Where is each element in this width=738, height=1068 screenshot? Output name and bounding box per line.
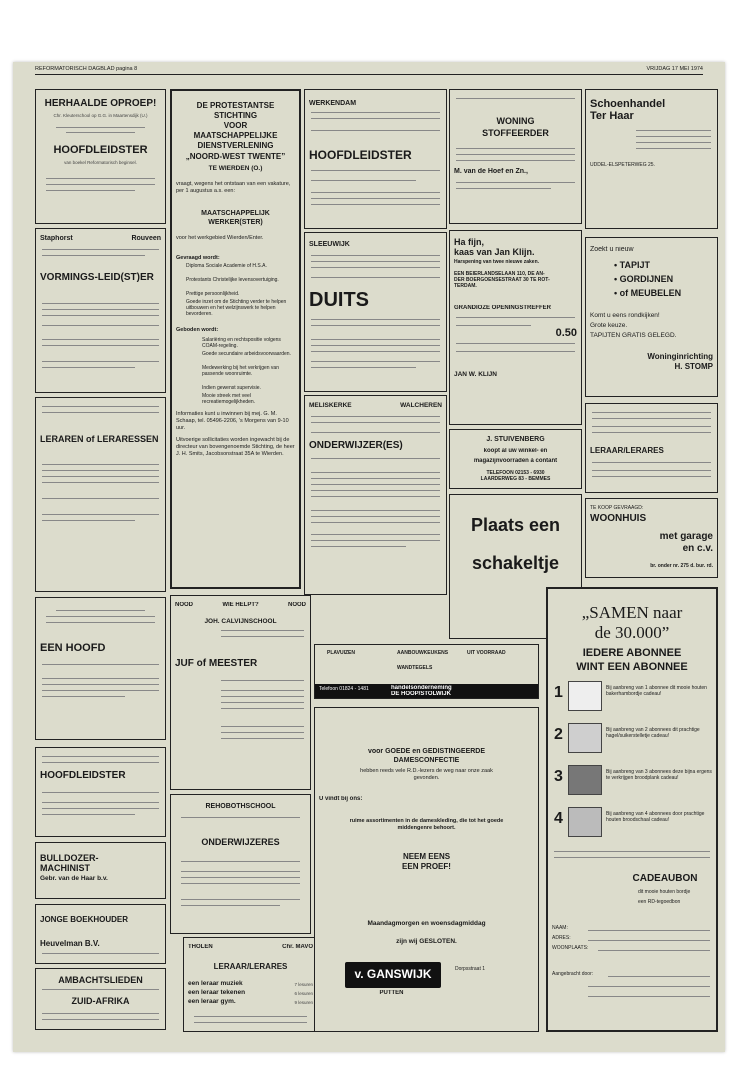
ad-line: de 30.000” — [594, 623, 670, 642]
ad-requirement: Prettige persoonlijkheid. — [186, 291, 240, 297]
ad-offer: Indien gewenst supervisie. — [202, 385, 261, 391]
ad-line: TAPIJTEN GRATIS GELEGD. — [590, 332, 677, 339]
ad-line: JONGE BOEKHOUDER — [40, 915, 129, 924]
ad-name: handelsonderneming — [391, 685, 452, 691]
coupon-field[interactable] — [588, 940, 710, 941]
ganswijk-logo — [345, 962, 441, 988]
ad-name: M. van de Hoef en Zn., — [454, 168, 528, 175]
ad-offer: GRANDIOZE OPENINGSTREFFER — [454, 305, 552, 311]
ad-line: magazijnvoorraden à contant — [473, 458, 558, 464]
ad-offer: Salariëring en rechtspositie volgens COAM-regeling. — [202, 337, 281, 349]
ad-role: JUF of MEESTER — [175, 658, 258, 669]
ad-subtitle: Chr. Kleuterschool op G.G. in Maartensdijk (U.) — [53, 113, 148, 118]
ad-step: Bij aanbreng van 3 abonnees deze bijna ergens te verkrijgen broodplank cadeau! — [606, 769, 712, 781]
ad-line: met garage — [659, 531, 713, 542]
ad-line: koopt al uw winkel- en — [483, 448, 548, 454]
ad-line: DE PROTESTANTSE — [196, 101, 275, 110]
ad-teacher: een leraar tekenen — [188, 989, 246, 996]
ad-line: Zoekt u nieuw — [590, 246, 634, 253]
ad-line: U vindt bij ons: — [319, 796, 363, 802]
ad-line: ZUID-AFRIKA — [71, 996, 130, 1006]
ad-samen-naar-30000 — [546, 587, 718, 1032]
ad-role: HOOFDLEIDSTER — [40, 770, 126, 781]
ad-right: Chr. MAVO — [282, 944, 313, 950]
ad-left: Staphorst — [40, 235, 73, 242]
ad-logo-text: v. GANSWIJK — [354, 967, 432, 981]
ad-note: van boekel Reformatorisch beginsel. — [64, 160, 137, 165]
ad-address: UDDEL-ELSPETERWEG 25. — [590, 162, 655, 168]
ad-line: TELEFOON 02153 - 6930 — [486, 470, 545, 476]
ad-line: H. STOMP — [674, 362, 713, 371]
ad-stichting — [170, 89, 301, 589]
ad-requirement: Protestants Christelijke levensovertuiging. — [186, 277, 279, 283]
ad-step: Bij aanbreng van 2 abonnees dit prachtige hagel/suikerstelletje cadeau! — [606, 727, 700, 739]
ad-offered-heading: Geboden wordt: — [176, 327, 219, 333]
ad-product: PLAVUIZEN — [327, 650, 355, 656]
ad-right: WALCHEREN — [400, 402, 442, 409]
ad-signature: JAN W. KLIJN — [454, 371, 497, 378]
ad-role: MAATSCHAPPELIJK WERKER(STER) — [201, 210, 270, 226]
ad-hoofdleidster — [35, 747, 166, 837]
coupon-field[interactable] — [608, 976, 710, 977]
ad-line: WONING — [496, 116, 535, 126]
ad-line: TERDAM. — [454, 283, 477, 289]
ad-line: DIENSTVERLENING — [197, 141, 274, 150]
ad-jonge-boekhouder — [35, 904, 166, 964]
ad-left: THOLEN — [188, 944, 213, 950]
ad-line: TE KOOP GEVRAAGD: — [590, 505, 644, 511]
coupon-option: een RD-tegoedbon — [638, 899, 681, 905]
ad-title: HERHAALDE OPROEP! — [44, 98, 157, 109]
ad-big: DUITS — [309, 289, 369, 311]
ad-rehoboth — [170, 794, 311, 934]
ad-role: LERAAR/LERARES — [590, 446, 664, 455]
ad-title: WERKENDAM — [309, 100, 357, 107]
ad-schoenhandel — [585, 89, 718, 229]
ad-line: EEN BEIERLANDSELAAN 110, DE AN- — [454, 271, 545, 277]
ad-stuivenberg — [449, 429, 582, 489]
ad-meliskerke — [304, 395, 447, 595]
page-header-left: REFORMATORISCH DAGBLAD pagina 8 — [35, 66, 138, 72]
ad-offer: Goede secundaire arbeidsvoorwaarden. — [202, 351, 291, 357]
ad-line: zijn wij GESLOTEN. — [396, 938, 457, 945]
ad-ambachtslieden — [35, 968, 166, 1030]
coupon-field-label: ADRES: — [552, 935, 571, 941]
ad-role: EEN HOOFD — [40, 642, 106, 654]
ad-product: UIT VOORRAAD — [467, 650, 506, 656]
page-header-right: VRIJDAG 17 MEI 1974 — [646, 66, 703, 72]
ad-line: Maandagmorgen en woensdagmiddag — [367, 920, 486, 927]
ad-line: Komt u eens rondkijken! — [590, 312, 660, 319]
ad-line: Plaats een — [470, 515, 561, 535]
ad-item: • of MEUBELEN — [614, 288, 682, 298]
ad-line: „SAMEN naar — [581, 603, 683, 622]
ad-nood — [170, 595, 311, 790]
ad-item: • GORDIJNEN — [614, 274, 674, 284]
ad-ganswijk — [314, 707, 539, 1032]
ad-werkendam — [304, 89, 447, 229]
ad-line: hebben reeds vele R.D.-lezers de weg naar onze zaak gevonden. — [360, 768, 493, 781]
ad-line: Harspening van twee nieuwe zaken. — [454, 259, 540, 265]
ad-line: TE WIERDEN (O.) — [208, 165, 263, 172]
bullet-icon: • — [614, 288, 620, 298]
ad-teacher: een leraar gym. — [188, 998, 236, 1005]
ad-info: Informaties kunt u inwinnen bij mej. G. M. Schaap, tel. 05496-2206, 's Morgens van 9-10 uur. — [176, 411, 289, 431]
ad-offer: Medewerking bij het verkrijgen van passende woonruimte. — [202, 365, 279, 377]
ad-role: VORMINGS-LEID(ST)ER — [40, 272, 154, 283]
ad-role: LERAAR/LERARES — [213, 962, 288, 971]
ad-zoekt — [585, 237, 718, 397]
ad-sleeuwijk — [304, 232, 447, 392]
ad-required-heading: Gevraagd wordt: — [176, 255, 220, 261]
step-number: 1 — [554, 684, 563, 701]
ad-line: br. onder nr. 275 d. bur. rd. — [650, 563, 713, 569]
coupon-field-label: NAAM: — [552, 925, 568, 931]
ad-title: REHOBOTHSCHOOL — [205, 803, 276, 810]
ad-line: „NOORD-WEST TWENTE” — [185, 152, 286, 161]
ad-school: JOH. CALVIJNSCHOOL — [204, 618, 277, 625]
ad-line: MAATSCHAPPELIJKE — [193, 131, 278, 140]
ad-name2: DE HOOP/STOLWIJK — [391, 691, 451, 697]
ad-line: Ha fijn, — [454, 237, 485, 247]
ad-title: SLEEUWIJK — [309, 241, 350, 248]
ad-left: MELISKERKE — [309, 402, 352, 409]
coupon-field[interactable] — [588, 930, 710, 931]
ad-price: 0.50 — [555, 327, 577, 339]
ad-role: HOOFDLEIDSTER — [309, 148, 412, 162]
ad-right: Rouveen — [131, 235, 161, 242]
ad-line: STICHTING — [213, 111, 258, 120]
header-rule — [35, 74, 703, 75]
breadboard-icon — [568, 765, 602, 795]
ad-intro: vraagt, wegens het ontstaan van een vakature, per 1 augustus a.s. een: — [176, 181, 291, 194]
coupon-field-label: WOONPLAATS: — [552, 945, 589, 951]
ad-line: J. STUIVENBERG — [486, 436, 545, 443]
ad-banner — [315, 684, 538, 698]
ad-line: Schoenhandel — [590, 98, 666, 110]
ad-line: AMBACHTSLIEDEN — [58, 975, 143, 985]
ad-street: Dorpsstraat 1 — [455, 966, 486, 972]
ad-role: HOOFDLEIDSTER — [53, 144, 148, 156]
ad-line: WOONHUIS — [590, 513, 647, 524]
ad-area: voor het werkgebied Wierden/Enter. — [176, 235, 264, 241]
ad-role: LERAREN of LERARESSEN — [40, 434, 159, 444]
ad-tholen — [183, 937, 318, 1032]
coupon-field[interactable] — [598, 950, 710, 951]
ad-streekschool — [35, 397, 166, 592]
coupon-option: dit mooie houten bordje — [638, 889, 691, 895]
ad-apply: Uitvoerige sollicitaties worden ingewacht bij de directeur van bovengenoemde Stichting, de heer J. H. Smits, Jacobsonstraat 35A te Wierden. — [176, 437, 295, 457]
ad-line: ruime assortimenten in de dameskleding, die tot het goede middengenre behoort. — [349, 818, 504, 831]
ad-line: WINT EEN ABONNEE — [576, 661, 688, 673]
ad-line: kaas van Jan Klijn. — [454, 247, 535, 257]
ad-leraar — [585, 403, 718, 493]
ad-line: Heuvelman B.V. — [40, 939, 100, 948]
ad-woning — [449, 89, 582, 224]
ad-town: PUTTEN — [379, 990, 404, 996]
ad-item: • TAPIJT — [614, 260, 650, 270]
ad-teacher: een leraar muziek — [188, 980, 243, 987]
sugar-set-icon — [568, 723, 602, 753]
ad-line: LAARDERWEG 83 - BEMMES — [480, 476, 551, 482]
ad-offer: Mooie streek met veel recreatiemogelijkheden. — [202, 393, 256, 405]
ad-line: voor GOEDE en GEDISTINGEERDE — [367, 748, 486, 755]
ad-line: schakeltje — [471, 553, 560, 573]
ad-line: Ter Haar — [590, 110, 634, 122]
ad-left: NOOD — [175, 602, 193, 608]
ad-right: NOOD — [288, 602, 306, 608]
step-number: 2 — [554, 726, 563, 743]
ad-product: AANBOUWKEUKENS — [397, 650, 449, 656]
ad-klijn — [449, 230, 582, 425]
ad-line: STOFFEERDER — [482, 128, 549, 138]
ad-requirement: Diploma Sociale Academie of H.S.A. — [186, 263, 267, 269]
ad-bulldozer — [35, 842, 166, 899]
ad-center: WIE HELPT? — [222, 602, 259, 608]
ad-product: WANDTEGELS — [397, 665, 433, 671]
ad-line: DAMESCONFECTIE — [393, 757, 460, 764]
ad-tel: Telefoon 01824 - 1481 — [319, 686, 369, 692]
ad-line: Woninginrichting — [647, 352, 713, 361]
ad-line: EEN PROEF! — [402, 862, 451, 871]
newspaper-page — [13, 62, 725, 1052]
ad-role: ONDERWIJZERES — [201, 837, 280, 847]
ad-hours: 6 lesuren — [294, 991, 313, 996]
ad-line: VOOR — [223, 121, 248, 130]
bullet-icon: • — [614, 274, 620, 284]
ad-herhaalde-oproep — [35, 89, 166, 224]
ad-hours: 7 lesuren — [294, 982, 313, 987]
coupon-field-label: Aangebracht door: — [552, 971, 594, 977]
ad-line: IEDERE ABONNEE — [582, 647, 682, 659]
ad-line: Gebr. van de Haar b.v. — [40, 875, 108, 882]
ad-line: en c.v. — [682, 543, 713, 554]
coupon-title: CADEAUBON — [632, 873, 698, 884]
ad-step: Bij aanbreng van 4 abonnees door prachtige houten broodschaal cadeau! — [606, 811, 705, 823]
ad-line: MACHINIST — [40, 863, 90, 873]
ad-line: Grote keuze. — [590, 322, 628, 329]
ad-de-hoop — [314, 644, 539, 699]
step-number: 3 — [554, 768, 563, 785]
ad-line: NEEM EENS — [402, 852, 451, 861]
bullet-icon: • — [614, 260, 620, 270]
ad-woonhuis — [585, 498, 718, 578]
step-number: 4 — [554, 810, 563, 827]
ad-hours: 9 lesuren — [294, 1000, 313, 1005]
ad-role: ONDERWIJZER(ES) — [309, 440, 403, 451]
ad-een-hoofd — [35, 597, 166, 740]
ad-step: Bij aanbreng van 1 abonnee dit mooie houten bakerhambordje cadeau! — [606, 685, 707, 697]
ad-staphorst — [35, 228, 166, 393]
ad-line: BULLDOZER- — [40, 853, 99, 863]
bread-bowl-icon — [568, 807, 602, 837]
plate-icon — [568, 681, 602, 711]
ad-requirement: Goede inzet om de Stichting verder te helpen uitbouwen en het welzijnswerk te helpen bevorderen. — [186, 299, 287, 317]
ad-line: DER BOERGOENSESTRAAT 30 TE ROT- — [454, 277, 550, 283]
